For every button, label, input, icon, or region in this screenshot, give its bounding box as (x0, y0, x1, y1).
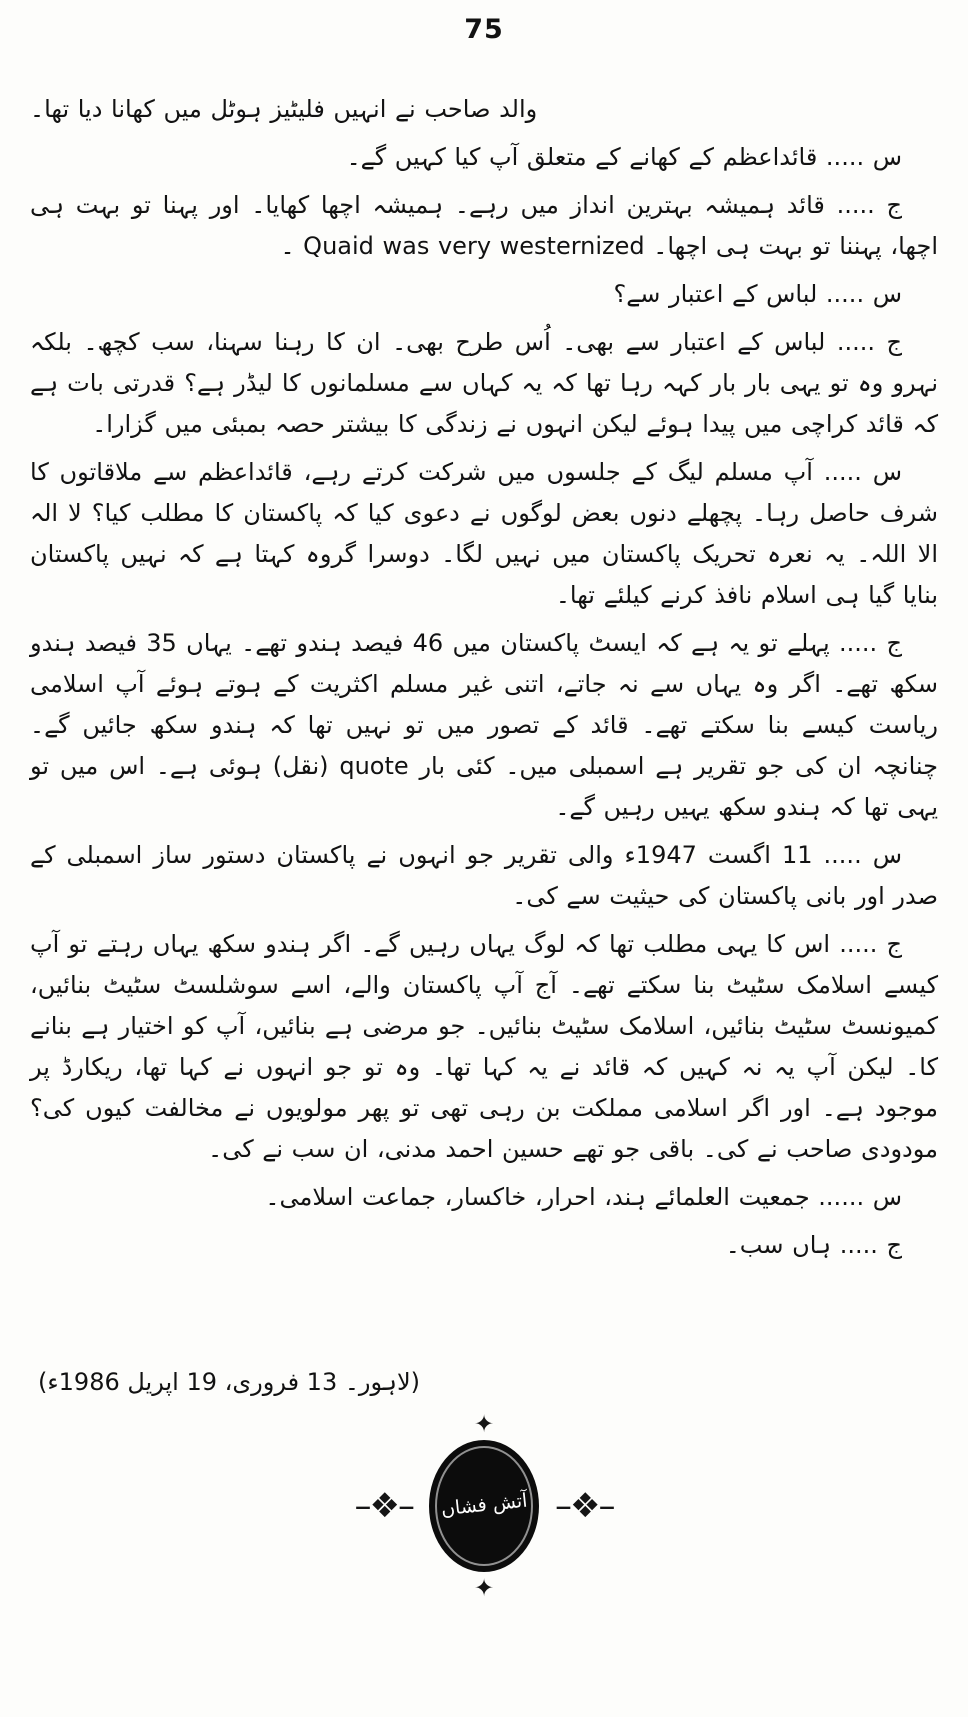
answer-paragraph: ج ..... اس کا یہی مطلب تھا کہ لوگ یہاں رہیں گے۔ اگر ہندو سکھ یہاں رہتے تو آپ کیسے اسلامک سٹیٹ بنا سکتے تھے۔ آج آپ پاکستان والے، اسے سوشلسٹ سٹیٹ بنائیں، کمیونسٹ سٹیٹ بنائیں، اسلامک سٹیٹ بنائیں۔ جو مرضی ہے بنائیں، آپ کو اختیار ہے بنانے کا۔ لیکن آپ یہ نہ کہیں کہ قائد نے یہ کہا تھا۔ وہ تو جو انہوں نے کہا تھا، ریکارڈ پر موجود ہے۔ اور اگر اسلامی مملکت بن رہی تھی تو پھر مولویوں نے مخالفت کیوں کی؟ مودودی صاحب نے کی۔ باقی جو تھے حسین احمد مدنی، ان سب نے کی۔ (30, 930, 938, 1163)
chapter-end-ornament (0, 1412, 968, 1600)
seal-calligraphy: آتش فشاں (439, 1489, 529, 1521)
dateline: (لاہور۔ 13 فروری، 19 اپریل 1986ء) (38, 1368, 421, 1396)
bottom-flourish-icon: ✦ (473, 1574, 495, 1602)
question-paragraph: س ..... لباس کے اعتبار سے؟ (613, 280, 902, 308)
page-number: 75 (464, 14, 504, 45)
answer-paragraph: ج ..... لباس کے اعتبار سے بھی۔ اُس طرح بھی۔ ان کا رہنا سہنا، سب کچھ۔ بلکہ نہرو وہ تو یہی بار بار کہہ رہا تھا کہ یہ کہاں سے مسلمانوں کا لیڈر ہے؟ قدرتی بات ہے کہ قائد کراچی میں پیدا ہوئے لیکن انہوں نے زندگی کا بیشتر حصہ بمبئی میں گزارا۔ (30, 328, 938, 438)
paragraph-continuation: والد صاحب نے انہیں فلیٹیز ہوٹل میں کھانا دیا تھا۔ (30, 95, 538, 123)
answer-paragraph: ج ..... پہلے تو یہ ہے کہ ایسٹ پاکستان میں 46 فیصد ہندو تھے۔ یہاں 35 فیصد ہندو سکھ تھے۔ اگر وہ یہاں سے نہ جاتے، اتنی غیر مسلم اکثریت کے ہوتے ہوئے آپ اسلامی ریاست کیسے بنا سکتے تھے۔ قائد کے تصور میں تو نہیں تھا کہ ہندو سکھ جائیں گے۔ چنانچہ ان کی جو تقریر ہے اسمبلی میں۔ کئی بار quote (نقل) ہوئی ہے۔ اس میں تو یہی تھا کہ ہندو سکھ یہیں رہیں گے۔ (30, 629, 938, 821)
answer-paragraph: ج ..... قائد ہمیشہ بہترین انداز میں رہے۔ ہمیشہ اچھا کھایا۔ اور پہنا تو بہت ہی اچھا، پہننا تو بہت ہی اچھا۔ Quaid was very westernized ۔ (30, 191, 938, 260)
answer-paragraph: ج ..... ہاں سب۔ (725, 1231, 902, 1259)
top-flourish-icon: ✦ (473, 1410, 495, 1438)
text-block (0, 45, 968, 1266)
ornament-center (429, 1412, 539, 1600)
question-paragraph: س ..... 11 اگست 1947ء والی تقریر جو انہوں نے پاکستان دستور ساز اسمبلی کے صدر اور بانی پاکستان کی حیثیت سے کی۔ (30, 841, 938, 910)
ornament-seal (429, 1440, 539, 1572)
left-flourish-icon: –❖– (354, 1486, 413, 1526)
question-paragraph: س ...... جمعیت العلمائے ہند، احرار، خاکسار، جماعت اسلامی۔ (265, 1183, 902, 1211)
question-paragraph: س ..... آپ مسلم لیگ کے جلسوں میں شرکت کرتے رہے، قائداعظم سے ملاقاتوں کا شرف حاصل رہا۔ پچھلے دنوں بعض لوگوں نے دعوی کیا کہ پاکستان کا مطلب کیا؟ لا الہ الا اللہ۔ یہ نعرہ تحریک پاکستان میں نہیں لگا۔ دوسرا گروہ کہتا ہے کہ نہیں پاکستان بنایا گیا ہی اسلام نافذ کرنے کیلئے تھا۔ (30, 458, 938, 609)
question-paragraph: س ..... قائداعظم کے کھانے کے متعلق آپ کیا کہیں گے۔ (346, 143, 902, 171)
right-flourish-icon: –❖– (555, 1486, 614, 1526)
